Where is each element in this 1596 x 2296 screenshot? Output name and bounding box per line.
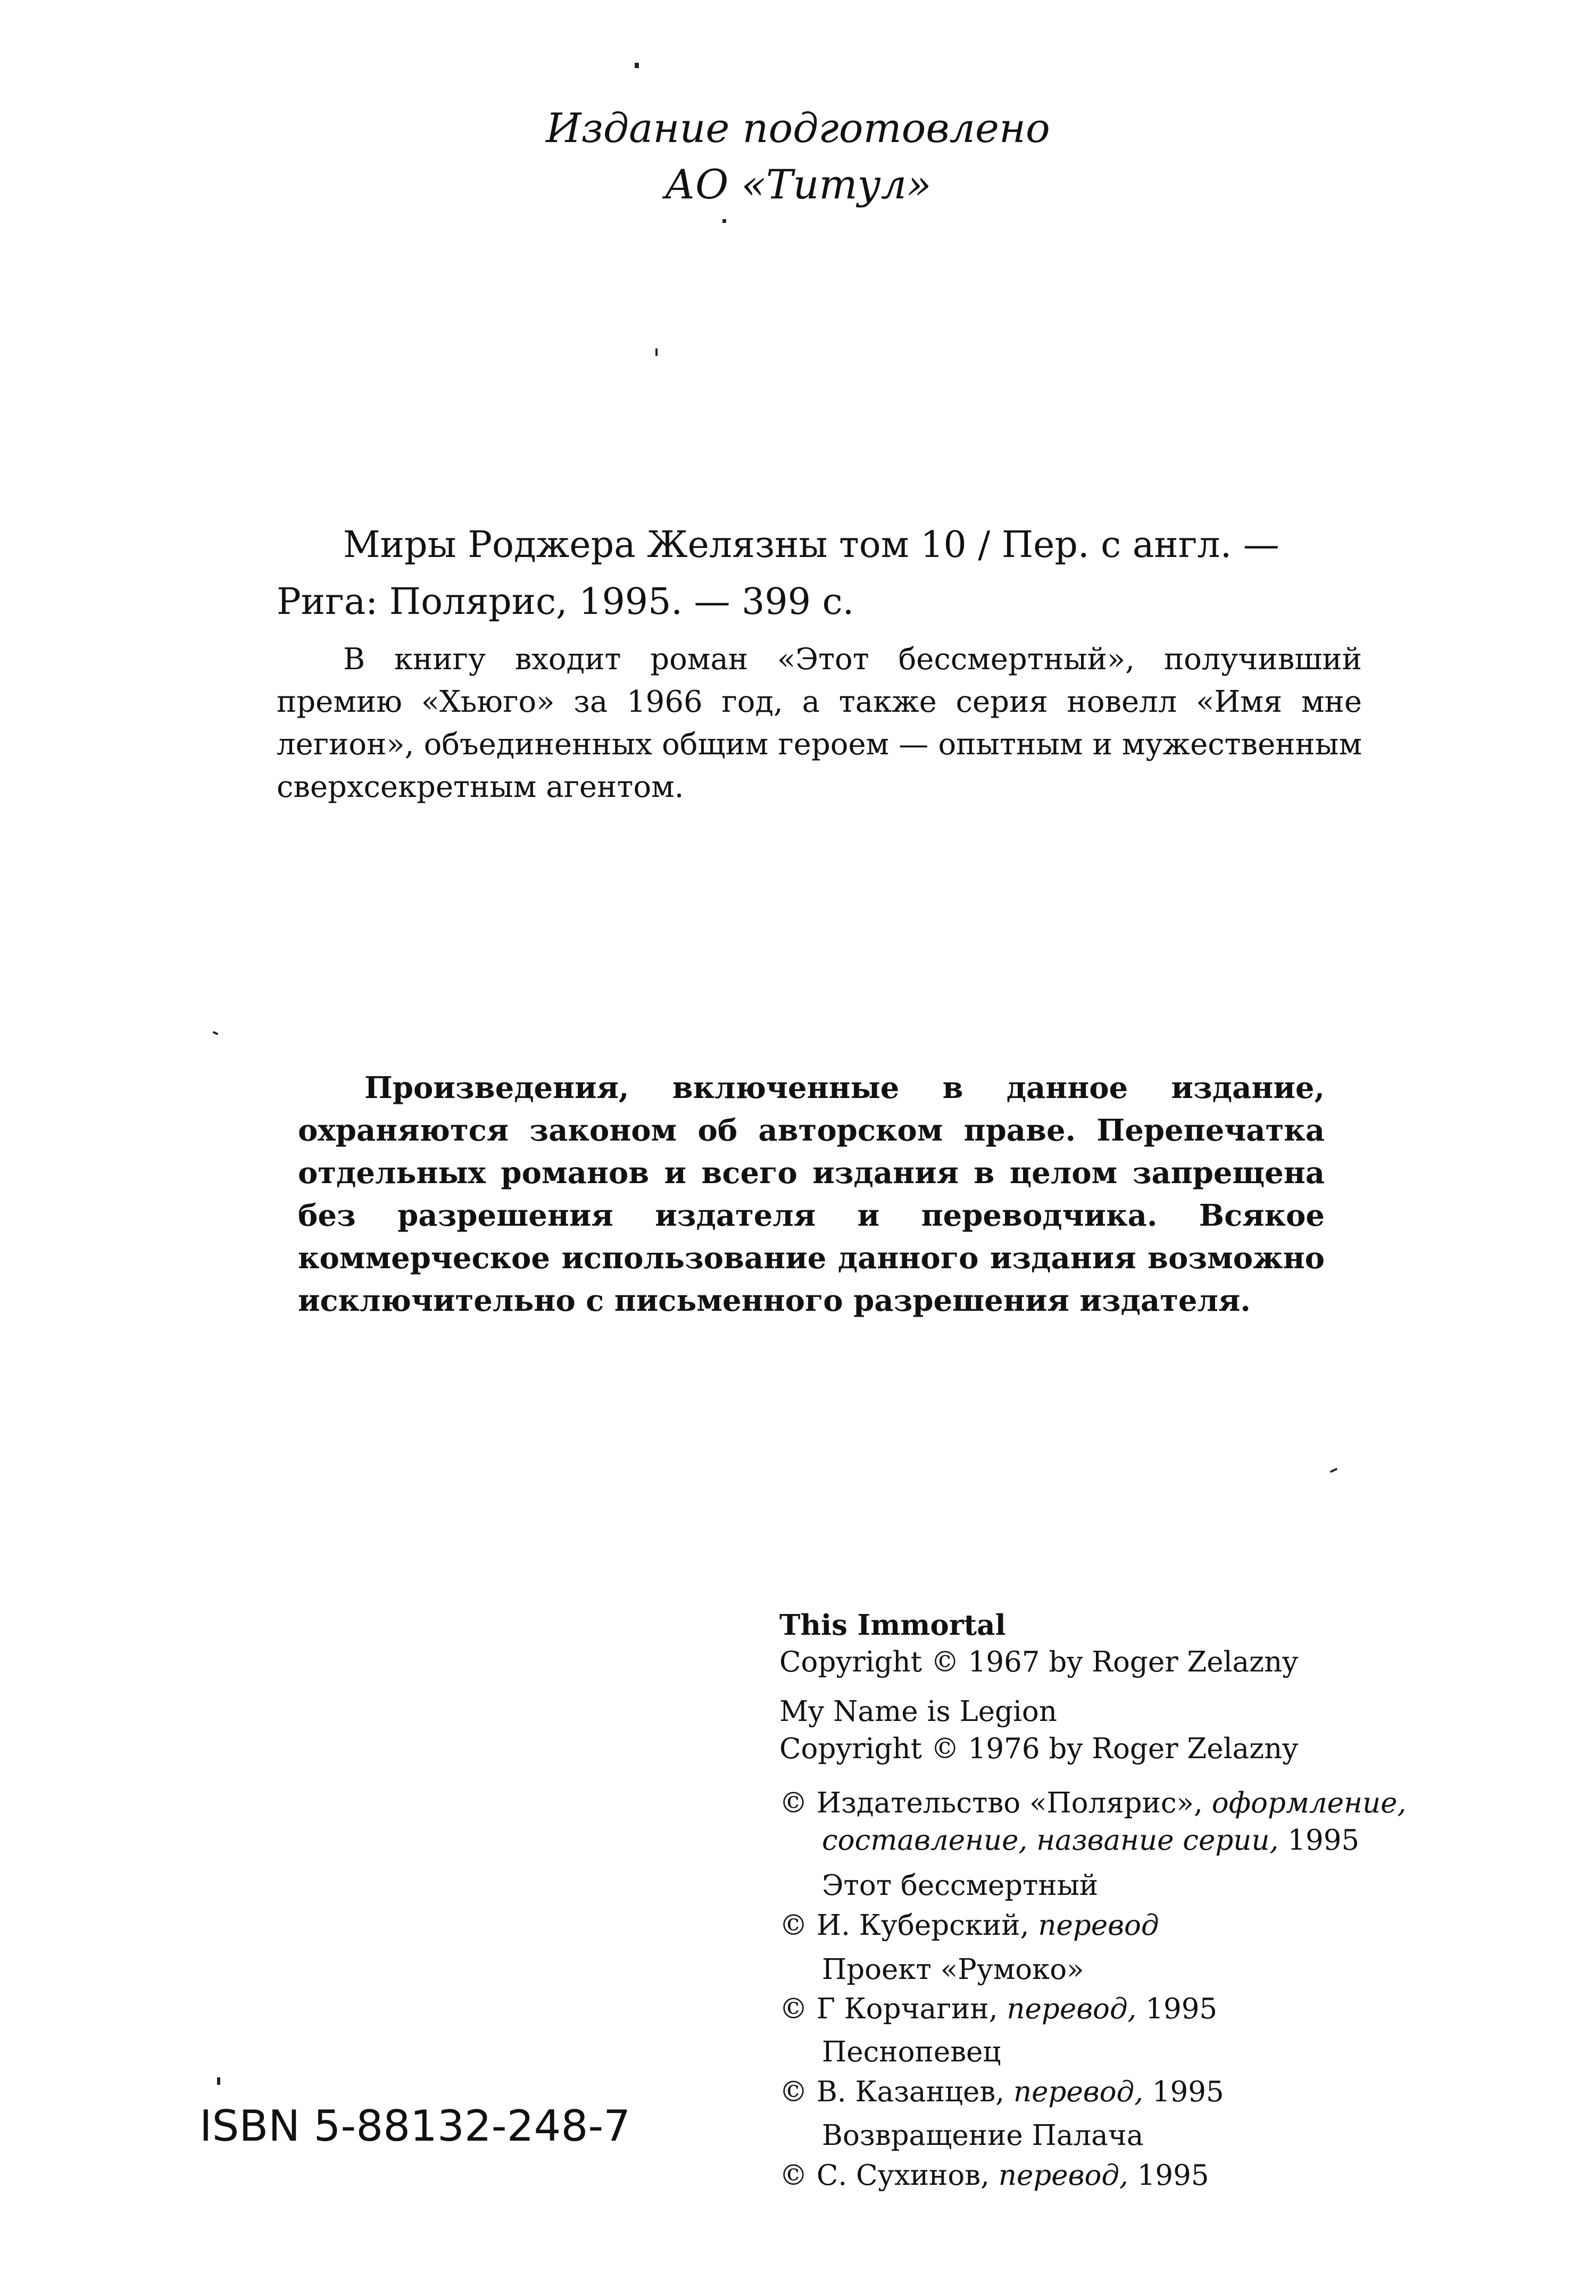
annotation — [277, 638, 1362, 809]
work1-title: This Immortal — [779, 1609, 1006, 1642]
translator2-name: © Г Корчагин, — [779, 1993, 998, 2025]
translator3-year: 1995 — [1152, 2076, 1224, 2108]
translator4-role: перевод, — [998, 2159, 1128, 2192]
annotation-text: В книгу входит роман «Этот бессмертный», получивший премию «Хьюго» за 1966 год, а также серия новелл «Имя мне легион», объединенных общим героем — опытным и мужественным сверхсекретным агентом. — [277, 642, 1362, 804]
translation2-title: Проект «Румоко» — [822, 1953, 1084, 1986]
translator1-name: © И. Куберский, — [779, 1909, 1029, 1942]
translator2-year: 1995 — [1145, 1993, 1218, 2025]
work2-title: My Name is Legion — [779, 1695, 1057, 1728]
publisher-copyright-line1 — [779, 1785, 1406, 1822]
rights-notice — [298, 1067, 1325, 1322]
publisher-copyright-name: © Издательство «Полярис», — [779, 1787, 1203, 1819]
translation4-title: Возвращение Палача — [822, 2119, 1144, 2152]
bibliography-line1: Миры Роджера Желязны том 10 / Пер. с англ. — — [343, 524, 1279, 566]
translator2-role: перевод, — [1007, 1993, 1137, 2025]
translator3-name: © В. Казанцев, — [779, 2076, 1005, 2108]
translation1-title: Этот бессмертный — [822, 1869, 1099, 1902]
scan-speck — [635, 63, 639, 68]
scan-speck — [722, 219, 726, 223]
publisher-note-line1: Издание подготовлено — [546, 104, 1050, 152]
translator4-year: 1995 — [1137, 2159, 1209, 2192]
translator3-role: перевод, — [1013, 2076, 1143, 2108]
translator4-name: © С. Сухинов, — [779, 2159, 990, 2192]
scan-speck — [217, 2077, 220, 2085]
publisher-copyright-compilation: составление, название серии, — [822, 1824, 1279, 1857]
publisher-copyright-year: 1995 — [1287, 1824, 1360, 1857]
work2-copyright: Copyright © 1976 by Roger Zelazny — [779, 1733, 1299, 1765]
translation2-credit — [779, 1991, 1217, 2028]
translation4-credit — [779, 2157, 1209, 2194]
translation1-credit — [779, 1907, 1159, 1944]
publisher-note-line2: АО «Титул» — [664, 161, 932, 208]
work1-copyright: Copyright © 1967 by Roger Zelazny — [779, 1646, 1299, 1678]
publisher-copyright-line2 — [822, 1822, 1359, 1859]
bibliography-line2: Рига: Полярис, 1995. — 399 с. — [277, 581, 854, 623]
translator1-role: перевод — [1038, 1909, 1159, 1942]
translation3-title: Песнопевец — [822, 2036, 1001, 2068]
scan-speck — [213, 1031, 219, 1035]
scan-speck — [655, 348, 658, 356]
scan-speck — [1330, 1468, 1337, 1473]
publisher-copyright-design: оформление, — [1211, 1787, 1407, 1819]
isbn: ISBN 5-88132-248-7 — [200, 2101, 631, 2151]
rights-notice-text: Произведения, включенные в данное издание, охраняются законом об авторском праве. Перепечатка отдельных романов и всего издания в целом запрещена без разрешения издателя и переводчика. Всякое коммерческое использование данного издания возможно исключительно с письменного разрешения издателя. — [298, 1070, 1325, 1318]
translation3-credit — [779, 2074, 1224, 2111]
